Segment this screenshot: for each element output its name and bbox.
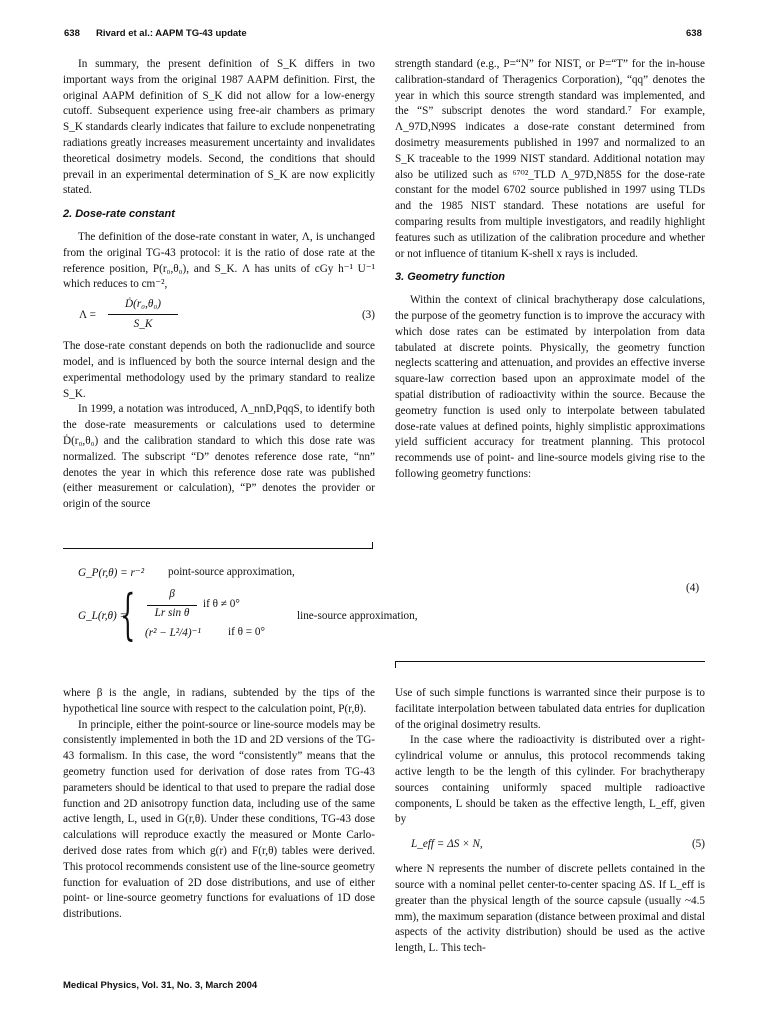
eq4-case1-numerator: β: [169, 588, 175, 600]
journal-footer: Medical Physics, Vol. 31, No. 3, March 2004: [63, 980, 258, 991]
eq4-case1-denominator: Lr sin θ: [154, 607, 190, 619]
notation-paragraph: In 1999, a notation was introduced, Λ_nnD,PqqS, to identify both the dose-rate measurements or calculations used to determine Ḋ(r₀,θ₀) and the calibration standard to which this dose rate was normalized. The subscript “D” denotes reference dose rate, “nn” denotes the year in which this reference dose rate was published (either measurement or calculation), “P” denotes the provider or origin of the source: [63, 403, 375, 511]
equation-top-rule-tick: [372, 542, 373, 549]
section-heading-dose-rate-constant: 2. Dose-rate constant: [63, 208, 175, 221]
eq3-number: (3): [361, 309, 375, 322]
running-title: Rivard et al.: AAPM TG-43 update: [96, 28, 247, 39]
eq4-brace: {: [120, 583, 136, 646]
eq3-numerator: Ḋ(r₀,θ₀): [125, 298, 161, 311]
page-number-left: 638: [64, 28, 80, 39]
left-column-top: [63, 57, 375, 513]
equation-3: [63, 297, 375, 335]
equation-bottom-rule-tick: [395, 661, 396, 668]
right-column-bottom: [395, 686, 705, 957]
eq4-line-source-label: line-source approximation,: [297, 610, 418, 622]
eq5-body: L_eff = ΔS × N,: [411, 838, 483, 851]
eq3-fraction-bar: [108, 314, 178, 315]
active-length-paragraph: In the case where the radioactivity is distributed over a right-cylindrical volume or annulus, this protocol recommends taking active length to be the length of this cylinder. For brachytherapy sources containing uniformly spaced multiple radioactive components, L should be taken as the effective length, L_eff, given by: [395, 734, 705, 826]
section-heading-geometry-function: 3. Geometry function: [395, 271, 506, 284]
beta-definition-paragraph: where β is the angle, in radians, subtended by the tips of the hypothetical line source with respect to the calculation point, P(r,θ).: [63, 687, 375, 715]
eq4-point-source-label: point-source approximation,: [168, 566, 295, 578]
consistency-paragraph: In principle, either the point-source or line-source models may be consistently implemented in both the 1D and 2D versions of the TG-43 formalism. In this case, the word “consistently” means that the geometry function used for derivation of dose rates from TG-43 parameters should be identical to that used to prepare the radial dose function and 2D anisotropy function data, including use of the same active length, L, used in G(r,θ). Under these conditions, TG-43 dose calculations will reproduce exactly the measured or Monte Carlo-derived dose rates from which g(r) and F(r,θ) tables were derived. This protocol recommends consistent use of the line-source geometry function for evaluation of 2D dose distributions, and use of either point- or line-source geometry functions for evaluations of 1D dose distributions.: [63, 718, 375, 921]
equation-top-rule: [63, 548, 373, 549]
eq4-number: (4): [686, 582, 700, 594]
geometry-function-paragraph: Within the context of clinical brachytherapy dose calculations, the purpose of the geometry function is to improve the accuracy with which dose rates can be estimated by interpolation from data tabulated at discrete points. Physically, the geometry function neglects scattering and attenuation, and provides an effective inverse square-law correction based upon an approximate model of the spatial distribution of radioactivity within the source. Because the geometry function is used only to interpolate between tabulated dose-rate values at defined points, highly simplistic approximations yield sufficient accuracy for treatment planning. This protocol recommends use of point- and line-source models giving rise to the following geometry functions:: [395, 294, 705, 480]
notation-continued-paragraph: strength standard (e.g., P=“N” for NIST, or P=“T” for the in-house calibration-standard of Theragenics Corporation), “qq” denotes the year in which this source strength standard was implemented, and the “S” subscript denotes the word standard.⁷ For example, Λ_97D,N99S indicates a dose-rate constant determined from dosimetry measurements published in 1997 and normalized to an S_K traceable to the 1999 NIST standard. Additional notation may also be utilized such as ⁶⁷⁰²_TLD Λ_97D,N85S for the dose-rate constant for the model 6702 source published in 1997 using TLDs and the 1985 NIST standard. These notations are useful for comparing results from multiple investigators, and readily highlight features such as utilization of the calibration procedure and whether or not influence of titanium K-shell x rays is included.: [395, 58, 705, 260]
eq3-denominator: S_K: [133, 318, 153, 331]
eq4-line-source-lhs: G_L(r,θ) =: [78, 610, 128, 622]
summary-paragraph: In summary, the present definition of S_K differs in two important ways from the original 1987 AAPM definition. First, the original AAPM definition of S_K did not allow for a low-energy cutoff. Subsequent experience using free-air chambers as primary S_K standards clearly indicates that failure to exclude nonpenetrating radiations greatly increases measurement uncertainty and invalidates theoretical dosimetry models. Second, the conditions that should prevail in an experimental determination of S_K are now explicitly stated.: [63, 58, 375, 197]
eq4-case2-condition: if θ = 0°: [228, 626, 265, 638]
pellet-paragraph: where N represents the number of discrete pellets contained in the source with a nominal pellet center-to-center spacing ΔS. If L_eff is greater than the physical length of the source capsule (usually ~4.5 mm), the maximum separation (distance between proximal and distal aspects of the activity distribution) should be used as the active length, L. This tech-: [395, 863, 705, 955]
dose-rate-dependence-paragraph: The dose-rate constant depends on both the radionuclide and source model, and is influenced by both the source internal design and the experimental methodology used by the primary standard to realize S_K.: [63, 340, 375, 400]
equation-5: [395, 832, 705, 858]
eq4-case2: (r² − L²/4)⁻¹: [145, 627, 201, 639]
eq4-case1-condition: if θ ≠ 0°: [203, 598, 240, 610]
equation-bottom-rule: [395, 661, 705, 662]
eq5-number: (5): [691, 838, 705, 851]
dose-rate-definition-paragraph: The definition of the dose-rate constant in water, Λ, is unchanged from the original TG-43 protocol: it is the ratio of dose rate at the reference position, P(r₀,θ₀), and S_K. Λ has units of cGy h⁻¹ U⁻¹ which reduces to cm⁻²,: [63, 230, 375, 291]
eq4-point-source: G_P(r,θ) = r⁻²: [78, 567, 145, 579]
eq4-case1-bar: [147, 605, 197, 606]
simple-functions-paragraph: Use of such simple functions is warranted since their purpose is to facilitate interpolation between tabulated data entries for duplication of the original dosimetry results.: [395, 687, 705, 731]
left-column-bottom: [63, 686, 375, 923]
right-column-top: [395, 57, 705, 483]
page-number-right: 638: [686, 28, 702, 39]
eq3-lhs: Λ =: [79, 309, 96, 322]
